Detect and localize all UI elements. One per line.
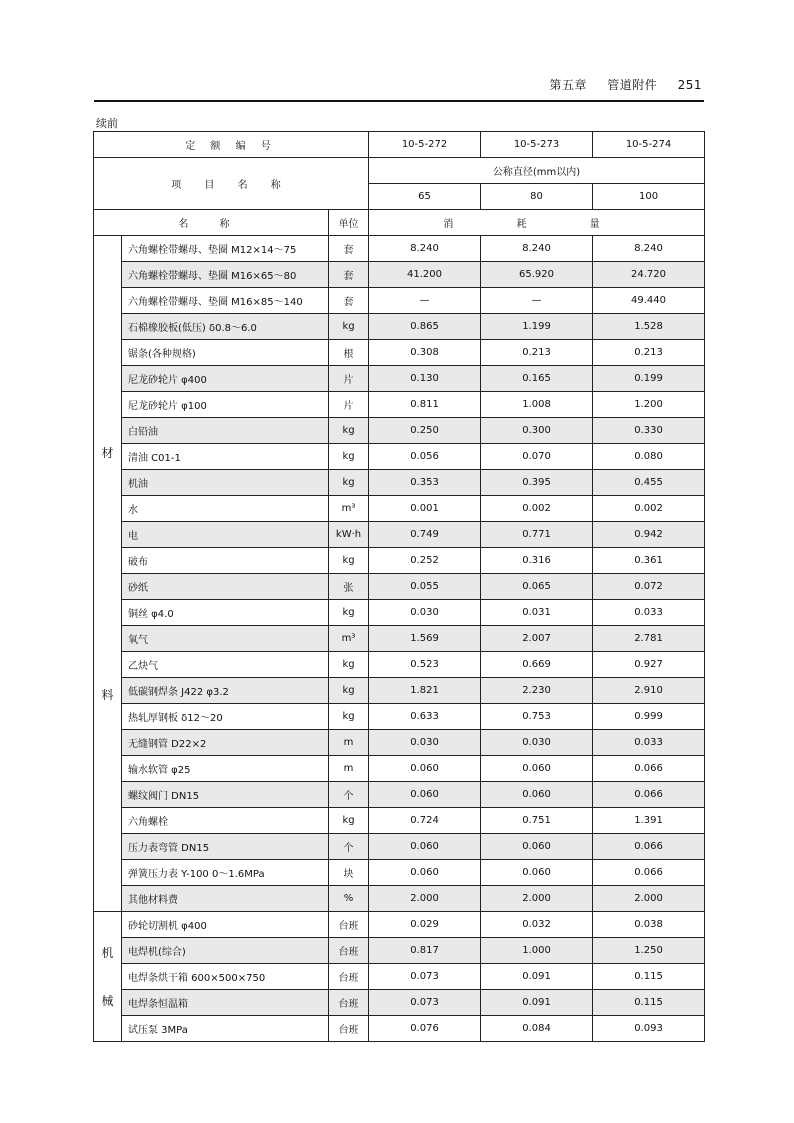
material-name: 白铅油: [122, 418, 329, 444]
machine-value-65: 0.029: [369, 912, 481, 938]
material-unit: 个: [329, 782, 369, 808]
material-unit: kg: [329, 652, 369, 678]
material-value-100: 1.200: [593, 392, 705, 418]
machine-value-80: 0.091: [481, 990, 593, 1016]
material-value-80: 0.031: [481, 600, 593, 626]
diameter-label-row: [94, 158, 705, 184]
material-value-100: 1.391: [593, 808, 705, 834]
machine-unit: 台班: [329, 990, 369, 1016]
page-header: [94, 74, 704, 100]
material-name: 弹簧压力表 Y-100 0～1.6MPa: [122, 860, 329, 886]
material-value-80: 0.070: [481, 444, 593, 470]
material-value-80: 0.213: [481, 340, 593, 366]
material-name: 六角螺栓带螺母、垫圈 M12×14～75: [122, 236, 329, 262]
material-row: [94, 236, 705, 262]
material-value-65: 0.865: [369, 314, 481, 340]
material-value-65: 0.060: [369, 834, 481, 860]
machine-unit: 台班: [329, 964, 369, 990]
material-category-char: 料: [101, 687, 114, 702]
machine-category-char: 械: [101, 993, 114, 1008]
material-unit: kg: [329, 678, 369, 704]
machine-row: [94, 938, 705, 964]
material-unit: kg: [329, 548, 369, 574]
material-row: [94, 366, 705, 392]
material-name: 水: [122, 496, 329, 522]
material-row: [94, 860, 705, 886]
material-unit: 根: [329, 340, 369, 366]
material-value-80: 1.199: [481, 314, 593, 340]
material-value-80: 0.669: [481, 652, 593, 678]
material-unit: 套: [329, 262, 369, 288]
material-value-80: 2.000: [481, 886, 593, 912]
material-unit: 张: [329, 574, 369, 600]
machine-value-100: 1.250: [593, 938, 705, 964]
material-unit: m: [329, 756, 369, 782]
running-head: [533, 76, 702, 93]
material-row: [94, 626, 705, 652]
material-name: 乙炔气: [122, 652, 329, 678]
material-value-80: 0.316: [481, 548, 593, 574]
material-row: [94, 392, 705, 418]
material-value-100: 8.240: [593, 236, 705, 262]
material-value-100: 0.002: [593, 496, 705, 522]
material-name: 石棉橡胶板(低压) δ0.8～6.0: [122, 314, 329, 340]
material-name: 清油 C01-1: [122, 444, 329, 470]
material-value-65: 0.749: [369, 522, 481, 548]
material-unit: kg: [329, 808, 369, 834]
quota-number-1: 10-5-272: [369, 132, 481, 158]
material-row: [94, 496, 705, 522]
material-value-65: 0.811: [369, 392, 481, 418]
material-row: [94, 314, 705, 340]
material-row: [94, 600, 705, 626]
continued-label: 续前: [96, 117, 118, 130]
machine-value-65: 0.076: [369, 1016, 481, 1042]
machine-value-65: 0.817: [369, 938, 481, 964]
quota-number-row: [94, 132, 705, 158]
material-value-100: 2.781: [593, 626, 705, 652]
machine-value-65: 0.073: [369, 990, 481, 1016]
material-value-80: 0.060: [481, 834, 593, 860]
material-row: [94, 262, 705, 288]
machine-value-80: 0.084: [481, 1016, 593, 1042]
diameter-1: 65: [369, 184, 481, 210]
material-name: 尼龙砂轮片 φ100: [122, 392, 329, 418]
material-value-100: 0.066: [593, 834, 705, 860]
material-value-80: 0.030: [481, 730, 593, 756]
column-header-row: [94, 210, 705, 236]
unit-column-header: 单位: [329, 210, 369, 236]
material-unit: kg: [329, 444, 369, 470]
material-row: [94, 756, 705, 782]
material-category-cell: [94, 236, 122, 912]
material-value-80: 0.753: [481, 704, 593, 730]
material-name: 螺纹阀门 DN15: [122, 782, 329, 808]
material-row: [94, 288, 705, 314]
material-value-65: 0.001: [369, 496, 481, 522]
machine-value-80: 0.032: [481, 912, 593, 938]
material-value-100: 0.033: [593, 730, 705, 756]
page-number: 251: [677, 78, 702, 92]
material-value-80: 0.002: [481, 496, 593, 522]
machine-value-100: 0.093: [593, 1016, 705, 1042]
material-unit: m³: [329, 626, 369, 652]
diameter-label: 公称直径(mm以内): [369, 158, 705, 184]
material-row: [94, 444, 705, 470]
material-value-65: 0.724: [369, 808, 481, 834]
material-row: [94, 782, 705, 808]
machine-unit: 台班: [329, 938, 369, 964]
material-unit: 套: [329, 236, 369, 262]
material-value-65: 1.569: [369, 626, 481, 652]
machine-name: 试压泵 3MPa: [122, 1016, 329, 1042]
machine-value-80: 1.000: [481, 938, 593, 964]
material-value-80: 8.240: [481, 236, 593, 262]
machine-row: [94, 912, 705, 938]
material-row: [94, 418, 705, 444]
diameter-2: 80: [481, 184, 593, 210]
machine-name: 电焊条烘干箱 600×500×750: [122, 964, 329, 990]
quota-table: [93, 131, 705, 1042]
material-name: 六角螺栓: [122, 808, 329, 834]
machine-name: 电焊机(综合): [122, 938, 329, 964]
material-unit: kg: [329, 704, 369, 730]
material-value-100: 0.455: [593, 470, 705, 496]
material-row: [94, 574, 705, 600]
material-value-65: 0.060: [369, 782, 481, 808]
material-unit: kg: [329, 600, 369, 626]
material-value-65: 0.250: [369, 418, 481, 444]
material-value-100: 2.000: [593, 886, 705, 912]
material-value-100: 0.199: [593, 366, 705, 392]
material-unit: kg: [329, 418, 369, 444]
material-name: 铜丝 φ4.0: [122, 600, 329, 626]
material-name: 六角螺栓带螺母、垫圈 M16×85～140: [122, 288, 329, 314]
material-value-80: 0.300: [481, 418, 593, 444]
material-name: 输水软管 φ25: [122, 756, 329, 782]
header-rule: [94, 100, 704, 102]
material-value-100: 0.080: [593, 444, 705, 470]
material-value-65: 0.353: [369, 470, 481, 496]
material-value-100: 0.213: [593, 340, 705, 366]
material-value-80: 2.007: [481, 626, 593, 652]
material-name: 氧气: [122, 626, 329, 652]
quota-table-body: [94, 132, 705, 1042]
material-name: 其他材料费: [122, 886, 329, 912]
material-value-80: 2.230: [481, 678, 593, 704]
material-value-100: 0.942: [593, 522, 705, 548]
material-name: 电: [122, 522, 329, 548]
item-name-label: 项 目 名 称: [94, 158, 369, 210]
material-value-65: 0.060: [369, 860, 481, 886]
material-name: 机油: [122, 470, 329, 496]
material-value-65: 0.060: [369, 756, 481, 782]
material-value-65: —: [369, 288, 481, 314]
name-column-header: 名 称: [94, 210, 329, 236]
material-unit: 片: [329, 392, 369, 418]
material-value-65: 0.252: [369, 548, 481, 574]
material-value-100: 0.927: [593, 652, 705, 678]
material-unit: 块: [329, 860, 369, 886]
material-value-65: 41.200: [369, 262, 481, 288]
material-value-65: 0.523: [369, 652, 481, 678]
material-name: 尼龙砂轮片 φ400: [122, 366, 329, 392]
material-value-100: 0.066: [593, 860, 705, 886]
material-value-65: 0.308: [369, 340, 481, 366]
material-name: 锯条(各种规格): [122, 340, 329, 366]
material-value-80: 0.060: [481, 756, 593, 782]
machine-value-80: 0.091: [481, 964, 593, 990]
material-value-65: 8.240: [369, 236, 481, 262]
machine-name: 砂轮切割机 φ400: [122, 912, 329, 938]
material-row: [94, 730, 705, 756]
material-value-100: 0.066: [593, 756, 705, 782]
chapter-label: 第五章: [549, 78, 587, 92]
material-value-100: 0.999: [593, 704, 705, 730]
material-value-80: —: [481, 288, 593, 314]
material-value-80: 65.920: [481, 262, 593, 288]
material-value-80: 0.395: [481, 470, 593, 496]
material-value-65: 0.633: [369, 704, 481, 730]
material-unit: kg: [329, 470, 369, 496]
material-unit: m: [329, 730, 369, 756]
material-name: 六角螺栓带螺母、垫圈 M16×65～80: [122, 262, 329, 288]
material-value-100: 49.440: [593, 288, 705, 314]
material-value-100: 0.361: [593, 548, 705, 574]
material-name: 破布: [122, 548, 329, 574]
material-row: [94, 470, 705, 496]
material-value-100: 0.330: [593, 418, 705, 444]
material-unit: kW·h: [329, 522, 369, 548]
material-unit: %: [329, 886, 369, 912]
material-row: [94, 522, 705, 548]
machine-value-100: 0.038: [593, 912, 705, 938]
machine-category-char: 机: [101, 945, 114, 960]
material-row: [94, 704, 705, 730]
machine-value-65: 0.073: [369, 964, 481, 990]
material-value-65: 1.821: [369, 678, 481, 704]
machine-unit: 台班: [329, 1016, 369, 1042]
material-value-80: 0.771: [481, 522, 593, 548]
machine-unit: 台班: [329, 912, 369, 938]
material-value-100: 24.720: [593, 262, 705, 288]
material-row: [94, 678, 705, 704]
material-unit: 套: [329, 288, 369, 314]
material-row: [94, 808, 705, 834]
material-row: [94, 886, 705, 912]
material-value-100: 0.033: [593, 600, 705, 626]
material-value-80: 0.165: [481, 366, 593, 392]
material-value-80: 0.065: [481, 574, 593, 600]
quota-number-2: 10-5-273: [481, 132, 593, 158]
machine-value-100: 0.115: [593, 990, 705, 1016]
material-row: [94, 340, 705, 366]
material-row: [94, 652, 705, 678]
material-name: 低碳钢焊条 J422 φ3.2: [122, 678, 329, 704]
material-name: 热轧厚钢板 δ12～20: [122, 704, 329, 730]
material-value-80: 0.060: [481, 782, 593, 808]
material-name: 砂纸: [122, 574, 329, 600]
quota-number-3: 10-5-274: [593, 132, 705, 158]
material-category-char: 材: [101, 445, 114, 460]
material-value-65: 0.055: [369, 574, 481, 600]
quota-number-label: 定 额 编 号: [94, 132, 369, 158]
material-unit: m³: [329, 496, 369, 522]
machine-value-100: 0.115: [593, 964, 705, 990]
diameter-3: 100: [593, 184, 705, 210]
material-value-100: 2.910: [593, 678, 705, 704]
material-name: 压力表弯管 DN15: [122, 834, 329, 860]
consumption-column-header: 消 耗 量: [369, 210, 705, 236]
material-value-80: 0.751: [481, 808, 593, 834]
machine-row: [94, 964, 705, 990]
machine-row: [94, 990, 705, 1016]
material-value-80: 0.060: [481, 860, 593, 886]
material-unit: kg: [329, 314, 369, 340]
material-name: 无缝钢管 D22×2: [122, 730, 329, 756]
material-row: [94, 548, 705, 574]
material-row: [94, 834, 705, 860]
machine-category-cell: [94, 912, 122, 1042]
material-value-65: 2.000: [369, 886, 481, 912]
machine-name: 电焊条恒温箱: [122, 990, 329, 1016]
material-value-80: 1.008: [481, 392, 593, 418]
material-value-100: 1.528: [593, 314, 705, 340]
material-value-65: 0.030: [369, 730, 481, 756]
material-unit: 个: [329, 834, 369, 860]
material-value-65: 0.130: [369, 366, 481, 392]
machine-row: [94, 1016, 705, 1042]
section-label: 管道附件: [607, 78, 658, 92]
material-value-65: 0.056: [369, 444, 481, 470]
material-value-100: 0.072: [593, 574, 705, 600]
material-unit: 片: [329, 366, 369, 392]
material-value-65: 0.030: [369, 600, 481, 626]
material-value-100: 0.066: [593, 782, 705, 808]
